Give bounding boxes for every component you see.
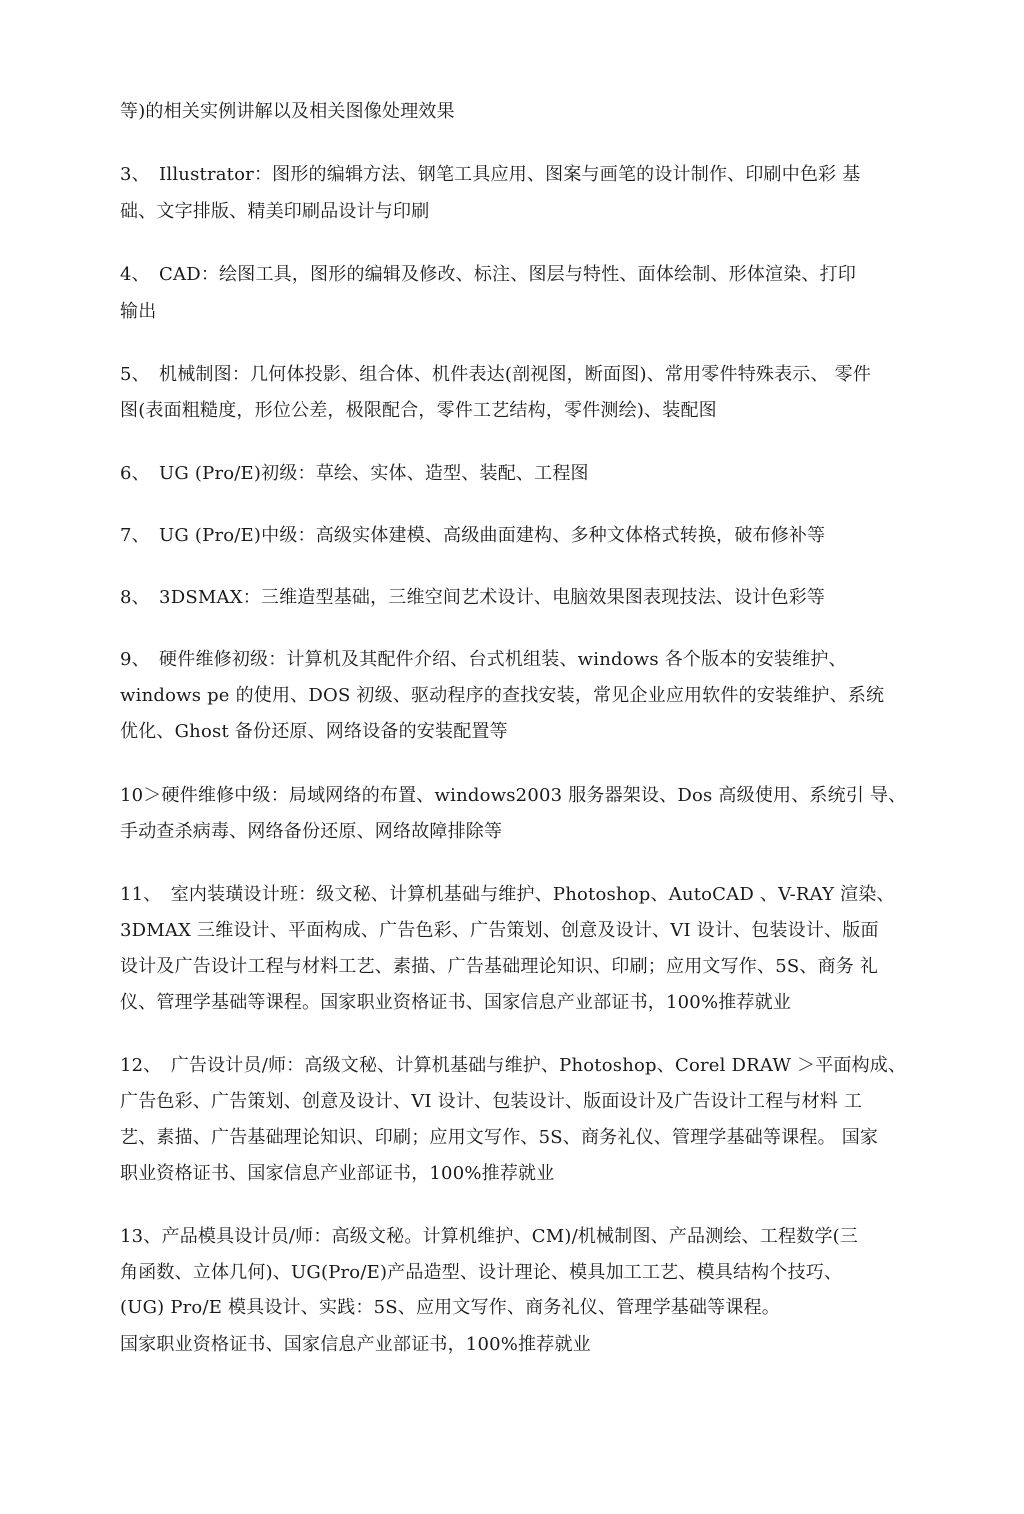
text-line: 13、产品模具设计员/师：高级文秘。计算机维护、CM)/机械制图、产品测绘、工程数学(三 [120, 1226, 859, 1247]
text-line: windows pe 的使用、DOS 初级、驱动程序的查找安装，常见企业应用软件的安装维护、系统 [120, 685, 885, 706]
text-line: 7、 UG (Pro/E)中级：高级实体建模、高级曲面建构、多种文体格式转换，破布修补等 [120, 525, 826, 546]
text-line: 础、文字排版、精美印刷品设计与印刷 [120, 201, 430, 222]
text-line: 国家职业资格证书、国家信息产业部证书，100%推荐就业 [120, 1334, 591, 1355]
text-line: 3DMAX 三维设计、平面构成、广告色彩、广告策划、创意及设计、VI 设计、包装设计、版面 [120, 920, 879, 941]
text-line: 3、 Illustrator：图形的编辑方法、钢笔工具应用、图案与画笔的设计制作、印刷中色彩 基 [120, 164, 861, 185]
text-line: 仪、管理学基础等课程。国家职业资格证书、国家信息产业部证书，100%推荐就业 [120, 992, 792, 1013]
text-line: 12、 广告设计员/师：高级文秘、计算机基础与维护、Photoshop、Corel DRAW ＞平面构成、 [120, 1055, 907, 1076]
text-line: 8、 3DSMAX：三维造型基础，三维空间艺术设计、电脑效果图表现技法、设计色彩等 [120, 587, 826, 608]
text-line: 10＞硬件维修中级：局域网络的布置、windows2003 服务器架设、Dos 高级使用、系统引 导、 [120, 785, 907, 806]
text-line: 艺、素描、广告基础理论知识、印刷；应用文写作、5S、商务礼仪、管理学基础等课程。 国家 [120, 1127, 879, 1148]
text-line: 输出 [120, 301, 157, 322]
text-line: 优化、Ghost 备份还原、网络设备的安装配置等 [120, 721, 508, 742]
text-line: 设计及广告设计工程与材料工艺、素描、广告基础理论知识、印刷；应用文写作、5S、商务 礼 [120, 956, 879, 977]
text-line: 角函数、立体几何)、UG(Pro/E)产品造型、设计理论、模具加工工艺、模具结构个技巧、 [120, 1262, 843, 1283]
text-line: 广告色彩、广告策划、创意及设计、VI 设计、包装设计、版面设计及广告设计工程与材料 工 [120, 1091, 863, 1112]
text-line: 等)的相关实例讲解以及相关图像处理效果 [120, 101, 455, 122]
text-line: 9、 硬件维修初级：计算机及其配件介绍、台式机组装、windows 各个版本的安装维护、 [120, 649, 847, 670]
text-line: 5、 机械制图：几何体投影、组合体、机件表达(剖视图，断面图)、常用零件特殊表示、 零件 [120, 364, 872, 385]
text-line: 图(表面粗糙度，形位公差，极限配合，零件工艺结构，零件测绘)、装配图 [120, 400, 717, 421]
text-line: 4、 CAD：绘图工具，图形的编辑及修改、标注、图层与特性、面体绘制、形体渲染、打印 [120, 264, 857, 285]
text-line: 手动查杀病毒、网络备份还原、网络故障排除等 [120, 821, 503, 842]
text-line: 职业资格证书、国家信息产业部证书，100%推荐就业 [120, 1163, 555, 1184]
text-line: 11、 室内装璜设计班：级文秘、计算机基础与维护、Photoshop、AutoCAD 、V-RAY 渲染、 [120, 884, 895, 905]
text-line: 6、 UG (Pro/E)初级：草绘、实体、造型、装配、工程图 [120, 463, 589, 484]
text-line: (UG) Pro/E 模具设计、实践：5S、应用文写作、商务礼仪、管理学基础等课程。 [120, 1297, 780, 1318]
